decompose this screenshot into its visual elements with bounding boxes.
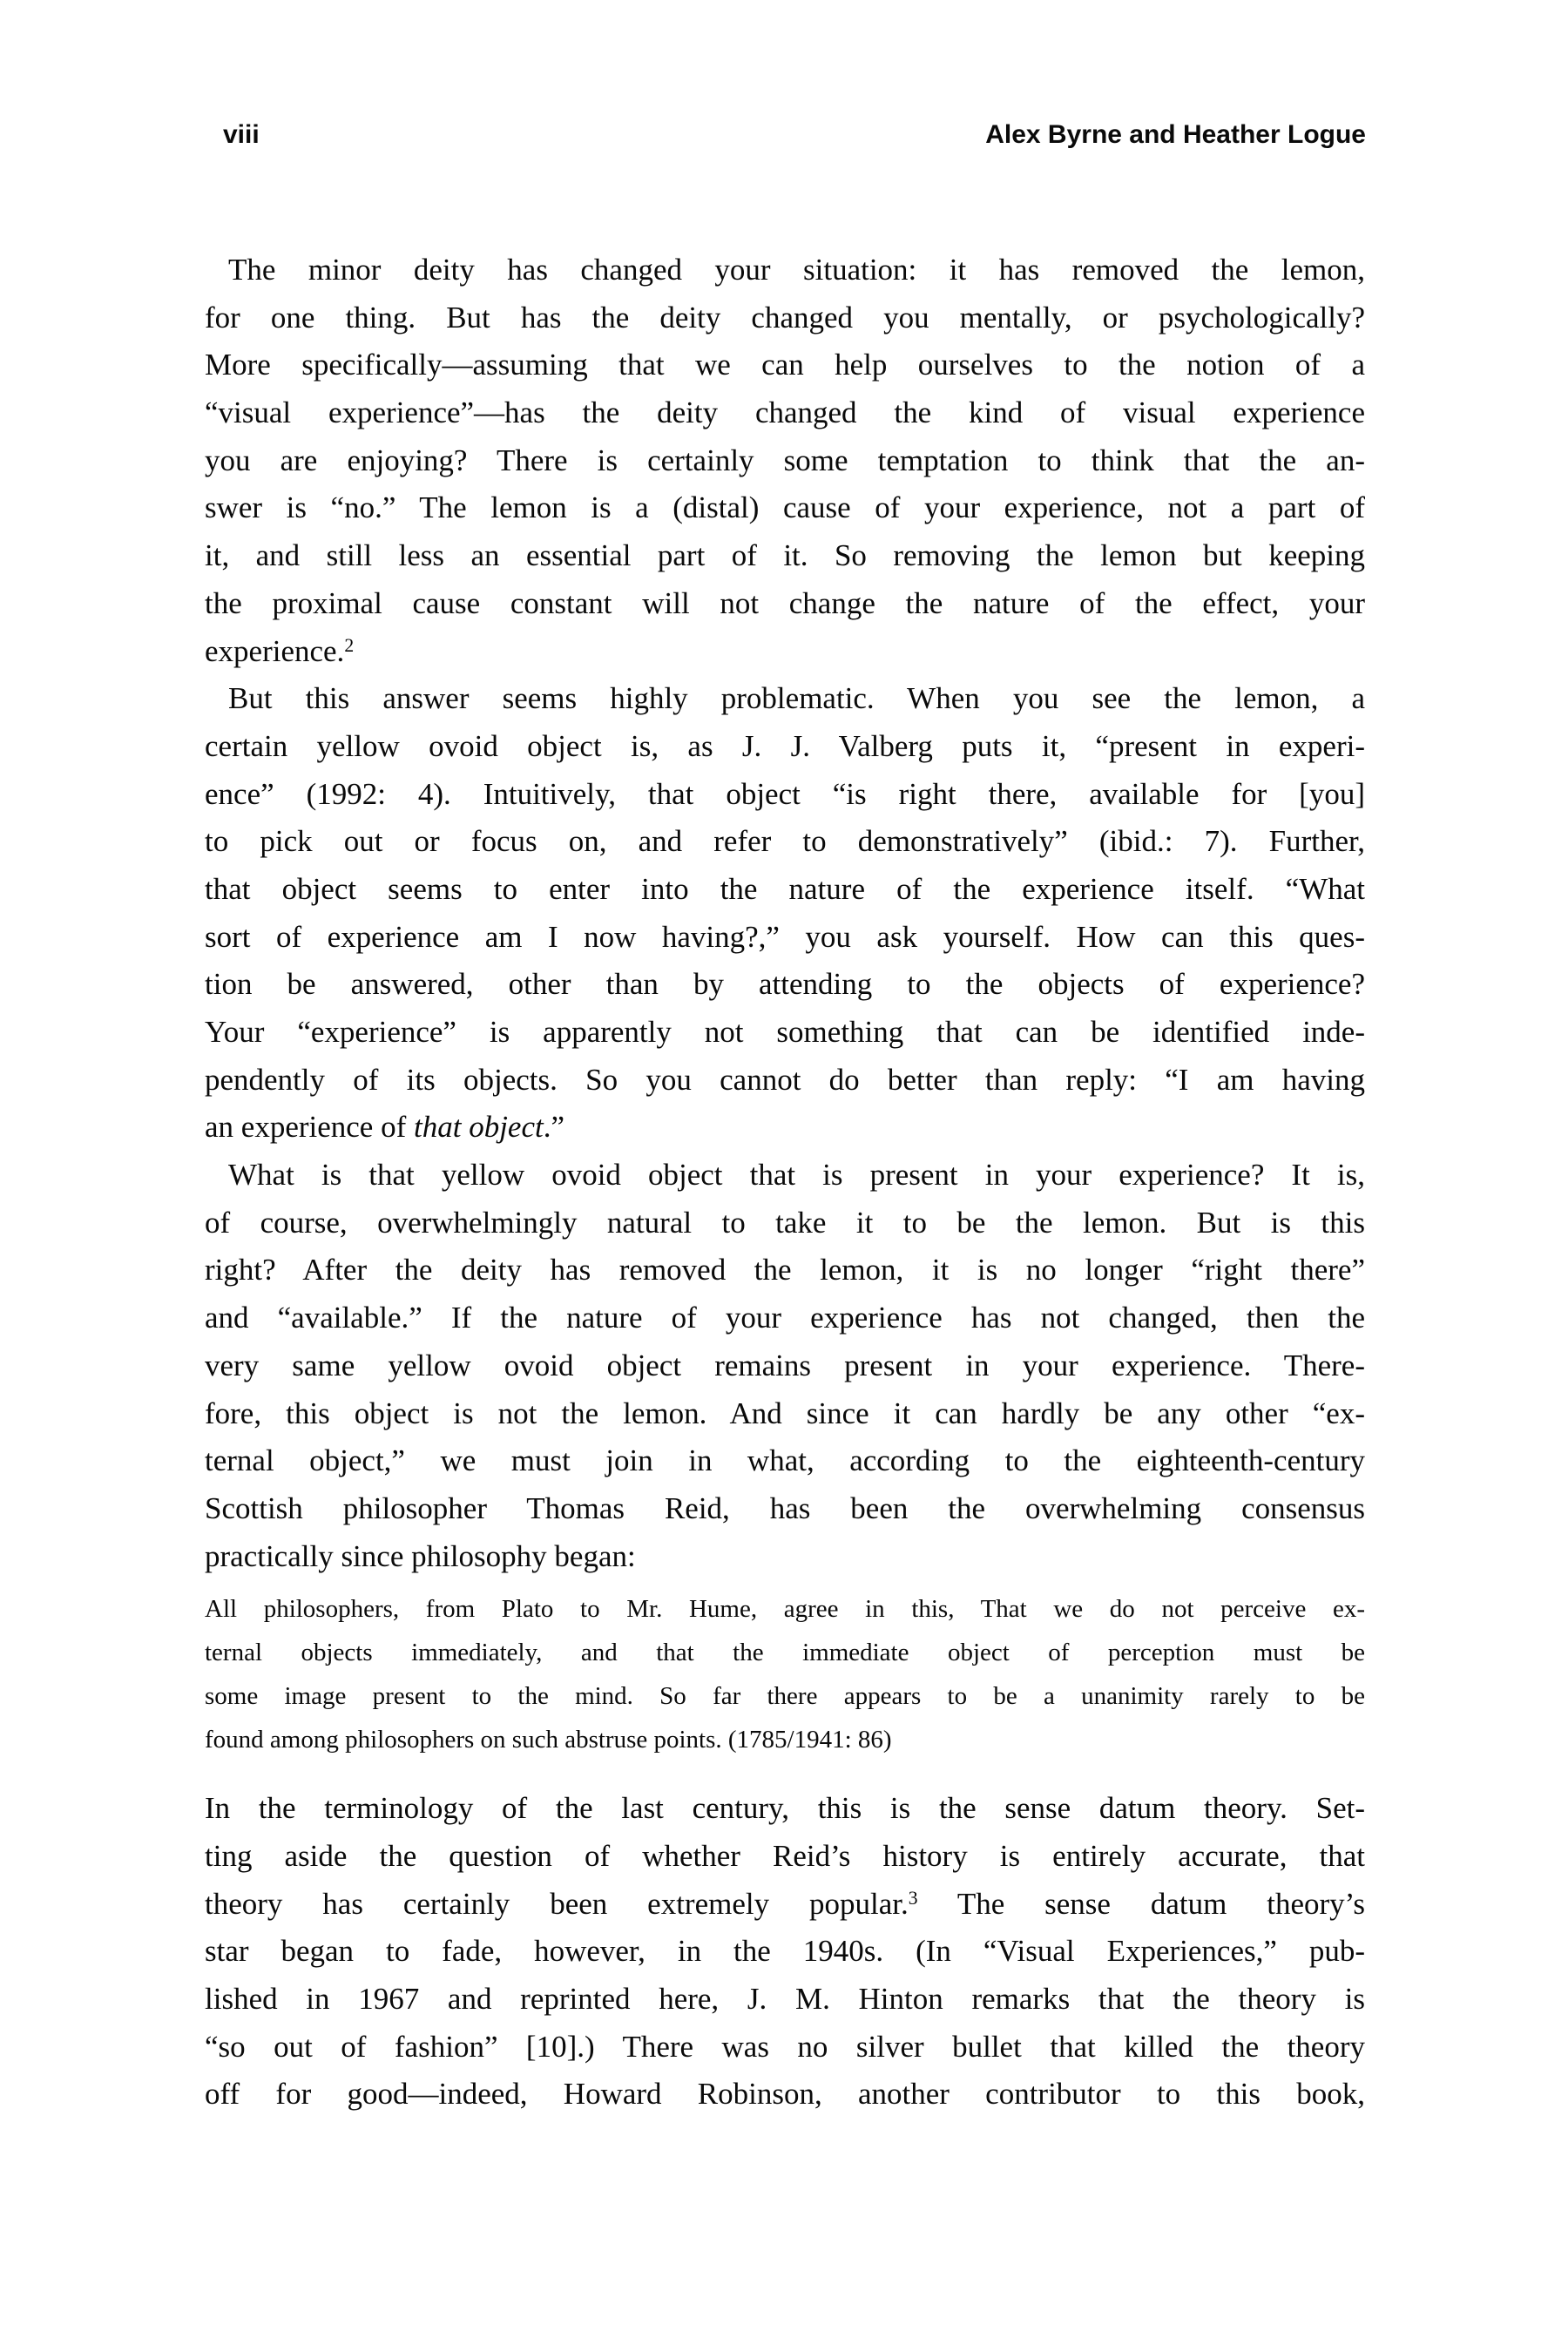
text-line bbox=[205, 532, 1365, 580]
paragraph bbox=[205, 1785, 1365, 2119]
text-segment: “visual experience”—has the deity changed the kind of visual experience bbox=[205, 395, 1365, 430]
text-segment: certain yellow ovoid object is, as J. J. Valberg puts it, “present in experi- bbox=[205, 728, 1365, 763]
text-segment: sort of experience am I now having?,” you ask yourself. How can this ques- bbox=[205, 919, 1365, 954]
text-line bbox=[205, 1785, 1365, 1833]
text-line bbox=[205, 1247, 1365, 1294]
text-line bbox=[205, 1294, 1365, 1342]
text-line bbox=[205, 1587, 1365, 1631]
text-line bbox=[205, 2071, 1365, 2119]
text-segment: pendently of its objects. So you cannot do better than reply: “I am having bbox=[205, 1062, 1365, 1097]
text-line bbox=[205, 771, 1365, 819]
text-segment: that object bbox=[414, 1110, 544, 1145]
text-line bbox=[205, 1631, 1365, 1674]
block-quote bbox=[205, 1587, 1365, 1761]
text-segment: In the terminology of the last century, this is the sense datum theory. Set- bbox=[205, 1791, 1365, 1826]
text-segment: What is that yellow ovoid object that is present in your experience? It is, bbox=[228, 1158, 1365, 1193]
text-line bbox=[205, 1104, 1365, 1152]
text-segment: and “available.” If the nature of your experience has not changed, then the bbox=[205, 1301, 1365, 1335]
text-segment: “so out of fashion” [10].) There was no silver bullet that killed the theory bbox=[205, 2029, 1365, 2064]
page-number: viii bbox=[223, 120, 260, 149]
text-segment: swer is “no.” The lemon is a (distal) cause of your experience, not a part of bbox=[205, 490, 1365, 525]
text-segment: star began to fade, however, in the 1940s. (In “Visual Experiences,” pub- bbox=[205, 1934, 1365, 1969]
text-segment: ting aside the question of whether Reid’s history is entirely accurate, that bbox=[205, 1838, 1365, 1873]
text-line bbox=[205, 484, 1365, 532]
text-line bbox=[205, 1833, 1365, 1881]
text-line bbox=[205, 1342, 1365, 1390]
text-line bbox=[205, 437, 1365, 485]
text-segment: the proximal cause constant will not change the nature of the effect, your bbox=[205, 585, 1365, 620]
text-segment: you are enjoying? There is certainly some temptation to think that the an- bbox=[205, 443, 1365, 477]
text-line bbox=[205, 1390, 1365, 1438]
text-segment: theory has certainly been extremely popular. bbox=[205, 1886, 909, 1921]
running-title: Alex Byrne and Heather Logue bbox=[985, 120, 1366, 149]
text-line bbox=[205, 1718, 1365, 1761]
text-segment: that object seems to enter into the nature of the experience itself. “What bbox=[205, 871, 1365, 906]
text-segment: of course, overwhelmingly natural to take it to be the lemon. But is this bbox=[205, 1205, 1365, 1240]
text-line bbox=[205, 1674, 1365, 1718]
paragraph bbox=[205, 675, 1365, 1152]
text-line bbox=[205, 628, 1365, 676]
paragraph bbox=[205, 1152, 1365, 1580]
footnote-reference: 3 bbox=[908, 1887, 918, 1909]
text-line bbox=[205, 818, 1365, 866]
text-line bbox=[205, 1437, 1365, 1485]
text-line bbox=[205, 866, 1365, 914]
text-segment: some image present to the mind. So far there appears to be a unanimity rarely to be bbox=[205, 1682, 1365, 1711]
page-body bbox=[205, 247, 1365, 2119]
text-segment: an experience of bbox=[205, 1110, 414, 1145]
paragraph bbox=[205, 247, 1365, 675]
text-segment: tion be answered, other than by attending to the objects of experience? bbox=[205, 967, 1365, 1002]
text-segment: The sense datum theory’s bbox=[917, 1886, 1365, 1921]
text-line bbox=[205, 341, 1365, 389]
text-segment: .” bbox=[543, 1110, 565, 1145]
text-segment: All philosophers, from Plato to Mr. Hume, agree in this, That we do not perceive ex- bbox=[205, 1595, 1365, 1624]
text-segment: off for good—indeed, Howard Robinson, another contributor to this book, bbox=[205, 2077, 1365, 2112]
text-line bbox=[205, 1152, 1365, 1200]
text-line bbox=[205, 580, 1365, 628]
text-line bbox=[205, 961, 1365, 1009]
text-segment: But this answer seems highly problematic. When you see the lemon, a bbox=[228, 681, 1365, 716]
text-line bbox=[205, 675, 1365, 723]
text-segment: experience. bbox=[205, 633, 345, 668]
text-line bbox=[205, 2024, 1365, 2072]
text-segment: ternal object,” we must join in what, according to the eighteenth-century bbox=[205, 1443, 1365, 1478]
text-line bbox=[205, 1533, 1365, 1581]
text-segment: More specifically—assuming that we can help ourselves to the notion of a bbox=[205, 348, 1365, 382]
text-segment: Scottish philosopher Thomas Reid, has been the overwhelming consensus bbox=[205, 1490, 1365, 1525]
running-header bbox=[223, 120, 1366, 150]
text-segment: lished in 1967 and reprinted here, J. M. Hinton remarks that the theory is bbox=[205, 1982, 1365, 2016]
text-line bbox=[205, 1200, 1365, 1247]
text-line bbox=[205, 1009, 1365, 1057]
text-segment: found among philosophers on such abstruse points. (1785/1941: 86) bbox=[205, 1726, 892, 1754]
footnote-reference: 2 bbox=[344, 634, 355, 656]
text-line bbox=[205, 723, 1365, 771]
text-segment: Your “experience” is apparently not something that can be identified inde- bbox=[205, 1015, 1365, 1049]
text-line bbox=[205, 1485, 1365, 1533]
text-line bbox=[205, 1976, 1365, 2024]
text-segment: very same yellow ovoid object remains present in your experience. There- bbox=[205, 1348, 1365, 1382]
text-line bbox=[205, 294, 1365, 342]
text-segment: fore, this object is not the lemon. And since it can hardly be any other “ex- bbox=[205, 1396, 1365, 1430]
text-segment: right? After the deity has removed the lemon, it is no longer “right there” bbox=[205, 1253, 1365, 1288]
text-segment: The minor deity has changed your situation: it has removed the lemon, bbox=[228, 253, 1365, 287]
text-line bbox=[205, 914, 1365, 962]
text-line bbox=[205, 1928, 1365, 1976]
text-segment: ence” (1992: 4). Intuitively, that object “is right there, available for [you] bbox=[205, 776, 1365, 811]
text-line bbox=[205, 1057, 1365, 1105]
text-segment: ternal objects immediately, and that the immediate object of perception must be bbox=[205, 1639, 1365, 1667]
text-segment: it, and still less an essential part of it. So removing the lemon but keeping bbox=[205, 538, 1365, 573]
text-line bbox=[205, 1881, 1365, 1929]
text-segment: to pick out or focus on, and refer to demonstratively” (ibid.: 7). Further, bbox=[205, 824, 1365, 859]
text-line bbox=[205, 389, 1365, 437]
text-segment: for one thing. But has the deity changed you mentally, or psychologically? bbox=[205, 300, 1365, 335]
text-line bbox=[205, 247, 1365, 294]
text-segment: practically since philosophy began: bbox=[205, 1538, 636, 1573]
